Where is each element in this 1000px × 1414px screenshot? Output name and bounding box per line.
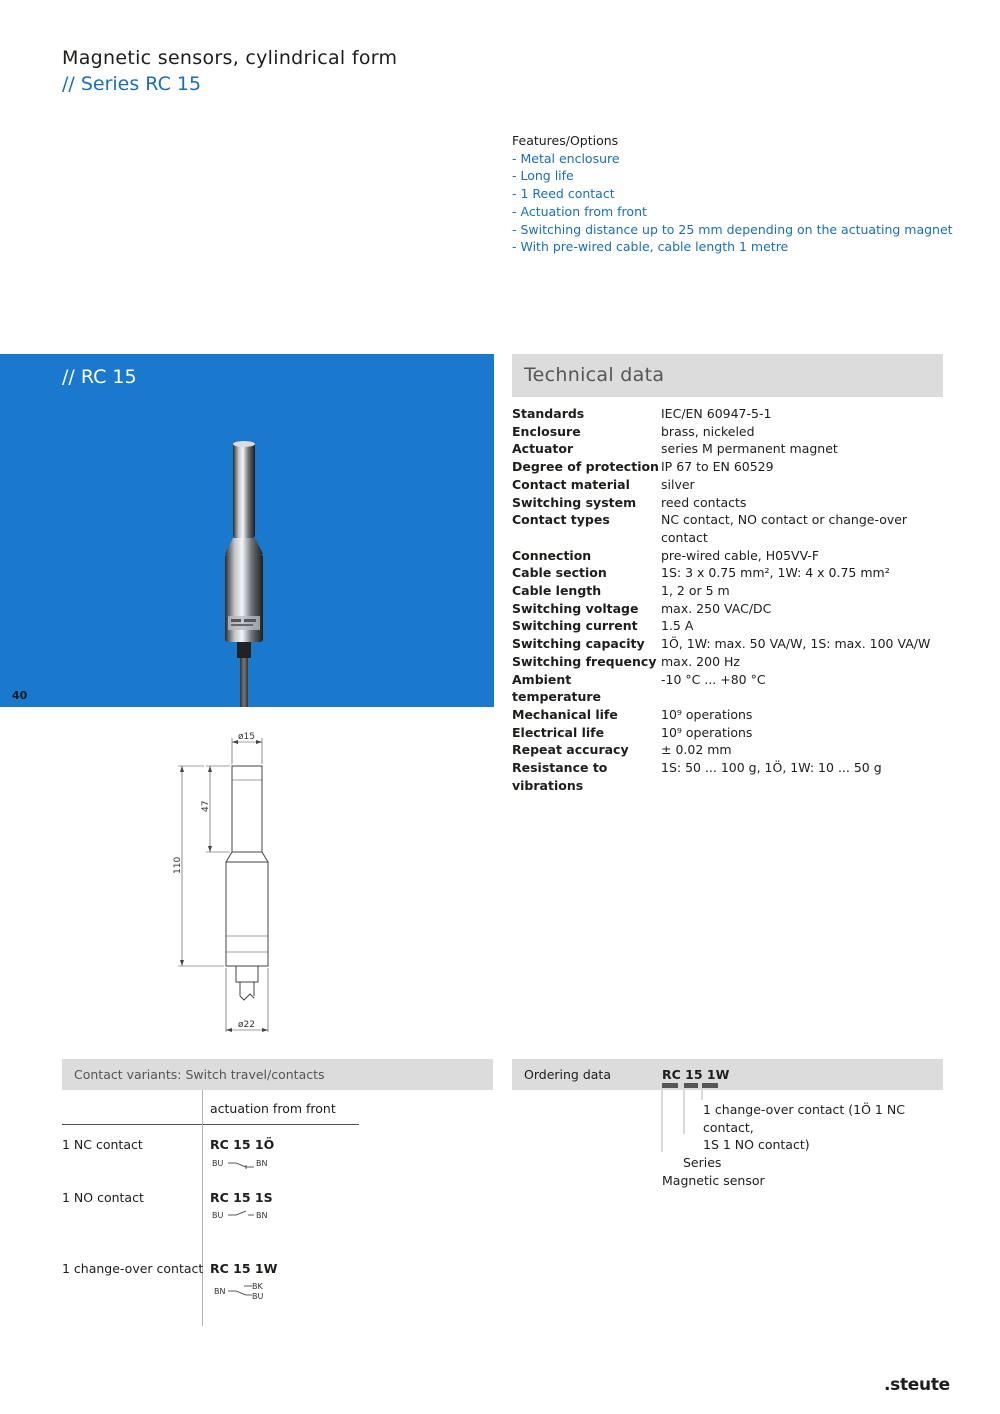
technical-data-key: Repeat accuracy — [512, 742, 629, 758]
page-subtitle: // Series RC 15 — [62, 73, 202, 95]
technical-data-row — [512, 617, 931, 635]
ordering-desc-line: 1 change-over contact (1Ö 1 NC — [703, 1102, 905, 1117]
ordering-code: RC 15 1W — [662, 1067, 730, 1082]
contact-variants-header — [62, 1059, 493, 1090]
ordering-desc-line: contact, — [703, 1119, 754, 1135]
technical-data-key: Connection — [512, 547, 592, 563]
dimension-label: ø22 — [238, 1020, 255, 1030]
contact-variant-label: 1 change-over contact — [62, 1261, 204, 1276]
technical-data-key: Switching capacity — [512, 636, 645, 652]
wire-label: BN — [256, 1211, 268, 1220]
wire-label: BU — [212, 1211, 224, 1220]
technical-data-row — [512, 582, 931, 600]
technical-data-key: Enclosure — [512, 423, 581, 439]
technical-data-value: -10 °C ... +80 °C — [661, 671, 766, 687]
technical-data-value: silver — [661, 476, 695, 492]
technical-data-row — [512, 476, 931, 494]
divider — [62, 1124, 359, 1125]
technical-data-value: pre-wired cable, H05VV-F — [661, 547, 820, 563]
technical-data-key: Electrical life — [512, 724, 605, 740]
technical-data-table — [512, 405, 931, 794]
technical-data-key: Actuator — [512, 441, 574, 457]
technical-data-row — [512, 653, 931, 671]
ordering-sensor-label: Magnetic sensor — [662, 1173, 765, 1188]
technical-data-value: IEC/EN 60947-5-1 — [661, 406, 772, 421]
technical-data-row — [512, 547, 931, 565]
change-over-contact-symbol — [212, 1279, 282, 1303]
technical-data-key: Switching current — [512, 618, 638, 634]
ordering-data-label: Ordering data — [524, 1067, 611, 1082]
technical-data-value: 1, 2 or 5 m — [661, 583, 730, 599]
contact-variant-label: 1 NC contact — [62, 1137, 143, 1152]
feature-item: - With pre-wired cable, cable length 1 metre — [512, 239, 789, 255]
dimension-label: 47 — [201, 800, 211, 812]
technical-data-key: Contact material — [512, 476, 630, 492]
technical-data-row — [512, 564, 931, 582]
technical-data-value: 1Ö, 1W: max. 50 VA/W, 1S: max. 100 VA/W — [661, 636, 931, 652]
product-photo — [0, 354, 494, 707]
technical-data-key: Contact types — [512, 512, 610, 528]
technical-data-row — [512, 458, 931, 476]
technical-data-header — [512, 354, 943, 397]
product-image-panel — [0, 354, 494, 707]
technical-data-value: 1.5 A — [661, 618, 694, 634]
technical-data-key: Cable length — [512, 583, 602, 599]
contact-variant-label: 1 NO contact — [62, 1190, 144, 1205]
technical-data-value: brass, nickeled — [661, 423, 755, 439]
ordering-data-header — [512, 1059, 943, 1090]
technical-data-row — [512, 511, 931, 546]
feature-item: - Long life — [512, 168, 574, 184]
technical-data-value: reed contacts — [661, 494, 747, 510]
page-title: Magnetic sensors, cylindrical form — [62, 47, 398, 69]
wire-label: BU — [212, 1159, 224, 1168]
technical-data-value: ± 0.02 mm — [661, 742, 732, 758]
wire-label: BN — [256, 1159, 268, 1168]
nc-contact-symbol — [212, 1156, 282, 1170]
technical-data-row — [512, 423, 931, 441]
technical-data-value: max. 200 Hz — [661, 653, 740, 669]
technical-data-key: Standards — [512, 406, 585, 421]
contact-variants-column-header: actuation from front — [210, 1101, 336, 1116]
technical-data-value: NC contact, NO contact or change-over contact — [661, 512, 908, 545]
brand-logo: .steute — [884, 1375, 950, 1395]
technical-data-row — [512, 600, 931, 618]
technical-data-row — [512, 440, 931, 458]
page-number: 40 — [12, 689, 28, 702]
technical-data-value: 1S: 50 ... 100 g, 1Ö, 1W: 10 ... 50 g — [661, 760, 882, 776]
technical-data-row — [512, 671, 931, 706]
technical-data-row — [512, 405, 931, 423]
technical-data-row — [512, 706, 931, 724]
feature-item: - Switching distance up to 25 mm depending on the actuating magnet — [512, 221, 953, 237]
dimension-drawing — [160, 728, 310, 1038]
product-title: // RC 15 — [62, 366, 137, 388]
technical-data-key: Switching voltage — [512, 600, 639, 616]
technical-data-row — [512, 759, 931, 794]
contact-variant-code: RC 15 1W — [210, 1261, 278, 1276]
technical-data-key: Mechanical life — [512, 706, 618, 722]
technical-data-value: 10⁹ operations — [661, 724, 753, 740]
feature-item: - Actuation from front — [512, 203, 647, 219]
features-list — [512, 132, 953, 256]
divider — [202, 1090, 203, 1326]
technical-data-key: Switching system — [512, 494, 637, 510]
no-contact-symbol — [212, 1208, 282, 1222]
dimension-label: ø15 — [238, 732, 255, 742]
ordering-code-description — [703, 1101, 905, 1154]
technical-data-key: Cable section — [512, 565, 607, 581]
technical-data-row — [512, 494, 931, 512]
technical-data-key: Ambient temperature — [512, 671, 602, 705]
technical-data-key: Switching frequency — [512, 653, 657, 669]
technical-data-value: 1S: 3 x 0.75 mm², 1W: 4 x 0.75 mm² — [661, 565, 890, 581]
contact-variants-heading: Contact variants: Switch travel/contacts — [74, 1067, 325, 1082]
feature-item: - Metal enclosure — [512, 150, 620, 166]
technical-data-row — [512, 724, 931, 742]
technical-data-value: max. 250 VAC/DC — [661, 600, 772, 616]
technical-data-heading: Technical data — [524, 364, 665, 386]
technical-data-key: Degree of protection — [512, 459, 659, 475]
ordering-desc-line: 1S 1 NO contact) — [703, 1137, 810, 1153]
features-heading: Features/Options — [512, 133, 619, 148]
ordering-series-label: Series — [683, 1155, 722, 1170]
wire-label: BK — [252, 1282, 263, 1291]
technical-data-value: series M permanent magnet — [661, 441, 838, 457]
technical-data-row — [512, 635, 931, 653]
dimension-label: 110 — [173, 856, 183, 874]
feature-item: - 1 Reed contact — [512, 186, 615, 202]
technical-data-row — [512, 741, 931, 759]
technical-data-key: Resistance to vibrations — [512, 760, 608, 793]
contact-variant-code: RC 15 1Ö — [210, 1137, 275, 1152]
wire-label: BU — [252, 1292, 264, 1301]
wire-label: BN — [214, 1287, 226, 1296]
technical-data-value: 10⁹ operations — [661, 706, 753, 722]
technical-data-value: IP 67 to EN 60529 — [661, 459, 774, 475]
contact-variant-code: RC 15 1S — [210, 1190, 273, 1205]
